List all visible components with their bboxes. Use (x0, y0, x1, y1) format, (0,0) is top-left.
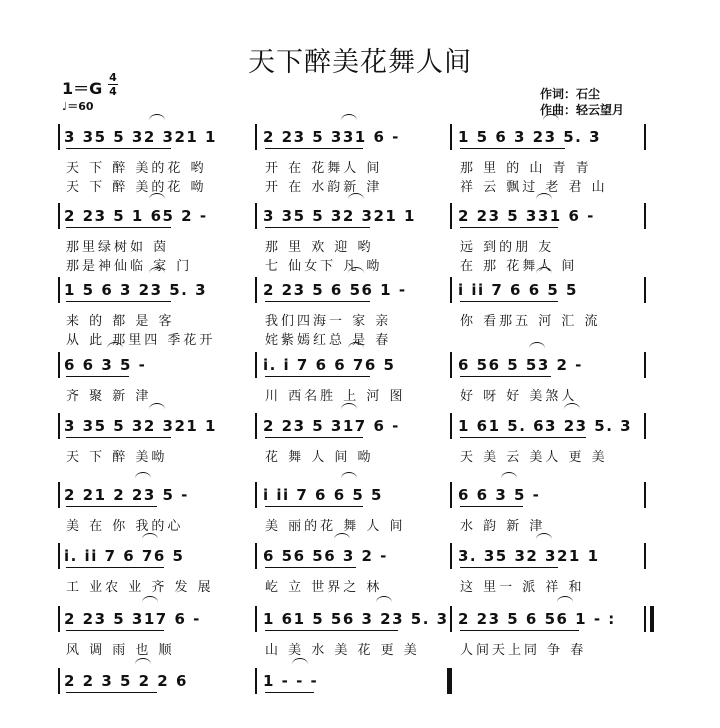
tie-arc (341, 114, 357, 127)
lyric-line-1: 山 美 水 美 花 更 美 (265, 643, 420, 658)
bar-line (450, 606, 452, 632)
time-signature-top: 4 (109, 71, 117, 84)
key-signature: 1＝G (62, 79, 103, 98)
beam-line (265, 301, 370, 302)
lyric-line-1: 远 到的朋 友 (460, 240, 555, 255)
bar-line (450, 352, 452, 378)
bar-line (58, 543, 60, 569)
beam-line (66, 692, 157, 693)
beam-line (265, 376, 370, 377)
notation-measure: 6 6 3 5 - (64, 356, 147, 374)
bar-line (450, 482, 452, 508)
lyric-line-1: 齐 聚 新 津 (66, 389, 152, 404)
beam-line (66, 506, 157, 507)
notation-measure: 6 6 3 5 - (458, 486, 541, 504)
notation-measure: i. i 7 6 6 76 5 (263, 356, 396, 374)
beam-line (265, 630, 398, 631)
notation-measure: 2 21 2 23 5 - (64, 486, 189, 504)
composer-credit: 作曲：轻云望月 (540, 103, 625, 117)
notation-measure: i ii 7 6 6 5 5 (458, 281, 578, 299)
notation-measure: 1 61 5 56 3 23 5. 3 (263, 610, 449, 628)
bar-line (450, 203, 452, 229)
beam-line (460, 630, 579, 631)
tie-arc (149, 267, 165, 280)
notation-measure: 6 56 5 53 2 - (458, 356, 583, 374)
beam-line (460, 148, 565, 149)
score-row (58, 277, 658, 348)
lyric-line-1: 那里绿树如 茵 (66, 240, 170, 255)
tie-arc (348, 342, 364, 355)
score-row (58, 482, 658, 534)
lyric-line-1: 美 在 你 我的心 (66, 519, 184, 534)
beam-line (460, 437, 586, 438)
lyric-line-2: 在 那 花舞人 间 (460, 259, 578, 274)
notation-measure: 3 35 5 32 321 1 (64, 417, 217, 435)
notation-measure: 2 23 5 1 65 2 - (64, 207, 208, 225)
lyric-line-1: 我们四海一 家 亲 (265, 314, 392, 329)
score-row (58, 352, 658, 404)
bar-line (255, 482, 257, 508)
tie-arc (142, 596, 158, 609)
score-row (58, 413, 658, 465)
beam-line (66, 227, 171, 228)
notation-measure: 3 35 5 32 321 1 (64, 128, 217, 146)
bar-line (255, 413, 257, 439)
notation-measure: 1 61 5. 63 23 5. 3 (458, 417, 633, 435)
tie-arc (501, 472, 517, 485)
notation-measure: 2 23 5 331 6 - (263, 128, 400, 146)
beam-line (460, 227, 558, 228)
tie-arc (149, 403, 165, 416)
notation-measure: 1 - - - (263, 672, 319, 690)
lyric-line-1: 风 调 雨 也 顺 (66, 643, 175, 658)
bar-line (58, 203, 60, 229)
notation-measure: i. ii 7 6 76 5 (64, 547, 185, 565)
notation-measure: 1 5 6 3 23 5. 3 (458, 128, 602, 146)
score-row (58, 203, 658, 274)
lyric-line-1: 人间天上同 争 春 (460, 643, 587, 658)
bar-line (58, 606, 60, 632)
final-barline (447, 668, 451, 694)
notation-measure: 2 23 5 6 56 1 - : (458, 610, 616, 628)
lyric-line-1: 水 韵 新 津 (460, 519, 546, 534)
score-row (58, 124, 658, 195)
beam-line (265, 506, 363, 507)
bar-line (450, 413, 452, 439)
tie-arc (564, 403, 580, 416)
song-title: 天下醉美花舞人间 (248, 47, 472, 78)
bar-line (644, 413, 646, 439)
bar-line (58, 413, 60, 439)
lyric-line-1: 那 里 欢 迎 哟 (265, 240, 374, 255)
tie-arc (529, 342, 545, 355)
bar-line (58, 352, 60, 378)
notation-measure: 1 5 6 3 23 5. 3 (64, 281, 208, 299)
bar-line (58, 482, 60, 508)
beam-line (460, 567, 558, 568)
notation-measure: 2 2 3 5 2 2 6 (64, 672, 188, 690)
tie-arc (135, 472, 151, 485)
lyric-line-1: 你 看那五 河 汇 流 (460, 314, 601, 329)
tie-arc (348, 267, 364, 280)
time-signature (108, 71, 118, 98)
tie-arc (348, 193, 364, 206)
beam-line (265, 437, 363, 438)
tie-arc (536, 533, 552, 546)
bar-line (255, 543, 257, 569)
bar-line (255, 352, 257, 378)
bar-line (644, 352, 646, 378)
beam-line (66, 630, 164, 631)
lyric-line-1: 工 业农 业 齐 发 展 (66, 580, 214, 595)
tie-arc (543, 114, 559, 127)
lyric-line-1: 好 呀 好 美煞人 (460, 389, 578, 404)
tie-arc (149, 114, 165, 127)
lyric-line-2: 开 在 水韵新 津 (265, 180, 383, 195)
repeat-barline (650, 606, 654, 632)
beam-line (66, 437, 171, 438)
lyric-line-2: 祥 云 飘过 老 君 山 (460, 180, 608, 195)
tie-arc (107, 342, 123, 355)
bar-line (255, 606, 257, 632)
beam-line (66, 376, 129, 377)
bar-line (644, 203, 646, 229)
tie-arc (135, 658, 151, 671)
beam-line (460, 506, 523, 507)
score-row (58, 668, 658, 698)
bar-line (255, 203, 257, 229)
tie-arc (292, 658, 308, 671)
lyric-line-1: 天 下 醉 美呦 (66, 450, 168, 465)
beam-line (265, 567, 356, 568)
lyric-line-1: 花 舞 人 间 呦 (265, 450, 374, 465)
beam-line (265, 227, 370, 228)
lyric-line-2: 天 下 醉 美的花 呦 (66, 180, 207, 195)
bar-line (255, 124, 257, 150)
bar-line (644, 277, 646, 303)
notation-measure: 3 35 5 32 321 1 (263, 207, 416, 225)
tie-arc (149, 193, 165, 206)
bar-line (644, 606, 646, 632)
tie-arc (376, 596, 392, 609)
tie-arc (334, 533, 350, 546)
lyric-line-2: 七 仙女下 凡 呦 (265, 259, 383, 274)
lyric-line-1: 那 里 的 山 青 青 (460, 161, 592, 176)
beam-line (460, 376, 551, 377)
lyric-line-1: 来 的 都 是 客 (66, 314, 175, 329)
lyric-line-1: 美 丽的花 舞 人 间 (265, 519, 406, 534)
lyric-line-1: 天 下 醉 美的花 哟 (66, 161, 207, 176)
lyric-line-2: 从 此 那里四 季花开 (66, 333, 216, 348)
tie-arc (341, 403, 357, 416)
bar-line (255, 668, 257, 694)
bar-line (644, 124, 646, 150)
notation-measure: i ii 7 6 6 5 5 (263, 486, 383, 504)
bar-line (644, 482, 646, 508)
score-row (58, 606, 658, 658)
bar-line (58, 277, 60, 303)
beam-line (66, 301, 171, 302)
bar-line (58, 668, 60, 694)
lyric-line-1: 川 西名胜 上 河 图 (265, 389, 406, 404)
bar-line (58, 124, 60, 150)
notation-measure: 3. 35 32 321 1 (458, 547, 600, 565)
beam-line (460, 301, 558, 302)
beam-line (265, 148, 363, 149)
bar-line (644, 543, 646, 569)
lyric-line-1: 天 美 云 美人 更 美 (460, 450, 608, 465)
beam-line (66, 148, 171, 149)
lyricist-credit: 作词：石尘 (540, 87, 601, 101)
bar-line (450, 277, 452, 303)
notation-measure: 2 23 5 317 6 - (263, 417, 400, 435)
notation-measure: 2 23 5 331 6 - (458, 207, 595, 225)
tie-arc (341, 472, 357, 485)
notation-measure: 2 23 5 317 6 - (64, 610, 201, 628)
bar-line (450, 543, 452, 569)
score-row (58, 543, 658, 595)
notation-measure: 6 56 56 3 2 - (263, 547, 388, 565)
time-signature-bottom: 4 (109, 85, 117, 98)
lyric-line-1: 屹 立 世界之 林 (265, 580, 383, 595)
tie-arc (557, 596, 573, 609)
notation-measure: 2 23 5 6 56 1 - (263, 281, 407, 299)
tie-arc (536, 193, 552, 206)
beam-line (66, 567, 164, 568)
bar-line (255, 277, 257, 303)
beam-line (265, 692, 314, 693)
tempo-mark: ♩＝60 (62, 100, 94, 113)
lyric-line-1: 开 在 花舞人 间 (265, 161, 383, 176)
lyric-line-2: 那是神仙临 家 门 (66, 259, 193, 274)
tie-arc (142, 533, 158, 546)
lyric-line-1: 这 里一 派 祥 和 (460, 580, 585, 595)
tie-arc (536, 267, 552, 280)
lyric-line-2: 姹紫嫣红总 是 春 (265, 333, 392, 348)
bar-line (450, 124, 452, 150)
